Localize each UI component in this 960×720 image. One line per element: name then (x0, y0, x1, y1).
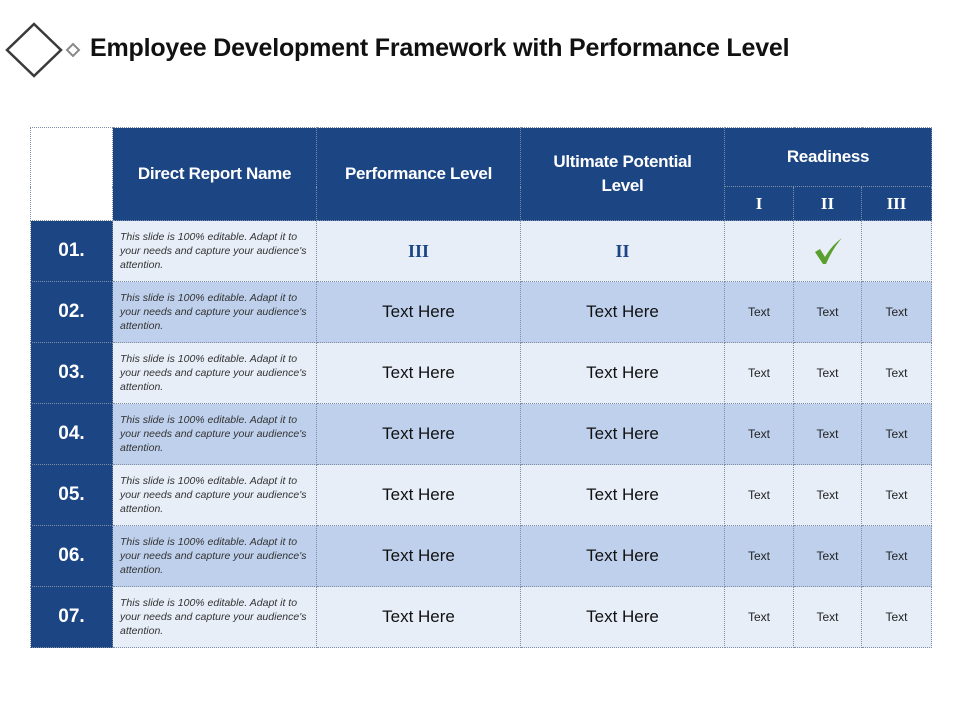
table-row (31, 221, 932, 282)
row-number: 02. (31, 282, 113, 343)
row-readiness-1 (725, 221, 794, 282)
row-readiness-3: Text (862, 587, 932, 648)
row-readiness-1: Text (725, 526, 794, 587)
header-readiness-level-3: III (862, 187, 932, 221)
row-readiness-1: Text (725, 587, 794, 648)
row-readiness-2: Text (794, 465, 862, 526)
header-ultimate-potential-level (521, 128, 725, 221)
header-direct-report-name: Direct Report Name (113, 128, 317, 221)
row-number: 07. (31, 587, 113, 648)
row-ultimate-potential-level: Text Here (521, 404, 725, 465)
row-description: This slide is 100% editable. Adapt it to your needs and capture your audience's attention. (113, 526, 317, 587)
row-description: This slide is 100% editable. Adapt it to your needs and capture your audience's attention. (113, 404, 317, 465)
row-description: This slide is 100% editable. Adapt it to your needs and capture your audience's attention. (113, 465, 317, 526)
row-readiness-2: Text (794, 282, 862, 343)
row-description: This slide is 100% editable. Adapt it to your needs and capture your audience's attention. (113, 343, 317, 404)
table-row (31, 343, 932, 404)
row-number: 03. (31, 343, 113, 404)
diamond-logo-icon (4, 20, 84, 80)
row-performance-level: III (317, 221, 521, 282)
header-readiness-level-2: II (794, 187, 862, 221)
row-readiness-3: Text (862, 282, 932, 343)
row-readiness-2 (794, 221, 862, 282)
row-readiness-2: Text (794, 404, 862, 465)
row-readiness-3: Text (862, 465, 932, 526)
row-ultimate-potential-level: Text Here (521, 587, 725, 648)
row-description: This slide is 100% editable. Adapt it to your needs and capture your audience's attention. (113, 221, 317, 282)
row-description: This slide is 100% editable. Adapt it to your needs and capture your audience's attention. (113, 587, 317, 648)
header-readiness: Readiness (725, 128, 932, 187)
row-ultimate-potential-level: Text Here (521, 282, 725, 343)
table-row (31, 526, 932, 587)
row-number: 06. (31, 526, 113, 587)
row-readiness-1: Text (725, 404, 794, 465)
table-row (31, 587, 932, 648)
row-readiness-3: Text (862, 343, 932, 404)
row-performance-level: Text Here (317, 282, 521, 343)
table-row (31, 465, 932, 526)
checkmark-icon (812, 236, 844, 266)
header-performance-level: Performance Level (317, 128, 521, 221)
row-ultimate-potential-level: Text Here (521, 465, 725, 526)
row-readiness-2: Text (794, 526, 862, 587)
row-number: 04. (31, 404, 113, 465)
framework-table (30, 127, 932, 648)
row-number: 01. (31, 221, 113, 282)
header-ultimate-label: Ultimate Potential Level (553, 152, 692, 195)
row-readiness-1: Text (725, 465, 794, 526)
row-readiness-3 (862, 221, 932, 282)
page-title: Employee Development Framework with Performance Level (90, 34, 790, 62)
row-readiness-3: Text (862, 404, 932, 465)
row-readiness-3: Text (862, 526, 932, 587)
row-readiness-1: Text (725, 343, 794, 404)
row-description: This slide is 100% editable. Adapt it to your needs and capture your audience's attention. (113, 282, 317, 343)
table-row (31, 282, 932, 343)
row-performance-level: Text Here (317, 465, 521, 526)
row-ultimate-potential-level: Text Here (521, 343, 725, 404)
header-corner-cell (31, 128, 113, 221)
row-number: 05. (31, 465, 113, 526)
header-readiness-level-1: I (725, 187, 794, 221)
row-performance-level: Text Here (317, 343, 521, 404)
row-performance-level: Text Here (317, 404, 521, 465)
row-performance-level: Text Here (317, 526, 521, 587)
row-readiness-2: Text (794, 587, 862, 648)
row-readiness-2: Text (794, 343, 862, 404)
row-ultimate-potential-level: Text Here (521, 526, 725, 587)
row-readiness-1: Text (725, 282, 794, 343)
row-performance-level: Text Here (317, 587, 521, 648)
table-row (31, 404, 932, 465)
row-ultimate-potential-level: II (521, 221, 725, 282)
